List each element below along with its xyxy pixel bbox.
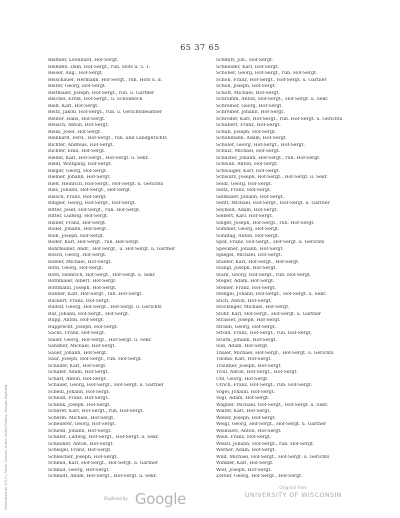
directory-entry: Weinzierl, Anton, Hof-Sergt. — [216, 428, 282, 434]
directory-entry: Schenk, Joseph, Hof-Sergt. — [48, 402, 111, 408]
directory-entry: Saur, Joseph, Hof-Sergt., ruh. Hof-Sergt. — [48, 357, 143, 362]
directory-entry: Scharf, Anton, Hof-Sergt. — [48, 376, 108, 382]
directory-entry: Rixner, Franz, Hof-Sergt. — [48, 220, 107, 226]
directory-entry: Sachs, Franz, Hof-Sergt. — [48, 331, 106, 336]
directory-entry: Schäfer, Adam, Hof-Sergt. — [48, 370, 109, 375]
directory-entry: Ruf, Johann, Hof-Sergt., Hof-Sergt. — [48, 311, 130, 317]
directory-entry: Zeitler, Georg, Hof-Sergt., Hof-Sergt. — [216, 474, 303, 479]
directory-entry: Stadler, Karl, Hof-Sergt., Hof-Sergt. — [216, 259, 300, 265]
directory-entry: Richter, Emil, Hof-Sergt. — [48, 149, 106, 154]
directory-entry: Walter, Karl, Hof-Sergt. — [216, 409, 271, 414]
side-watermark-note: Generated on 2013 | Public Domain in the United States, Google-digitized — [4, 384, 8, 510]
directory-entry: Riedel, Karl, Hof-Sergt., Hof-Sergt. u. Sekr. — [48, 155, 149, 161]
directory-entry: Scherer, Karl, Hof-Sergt., ruh. Hof-Sergt. — [48, 409, 144, 414]
directory-entry: Schreiner, Johann, Hof-Sergt. — [216, 110, 285, 115]
directory-entry: Reinhard, Ferd., Hof-Sergt., ruh. und Landgerichts — [48, 136, 167, 141]
directory-entry: Rückert, Franz, Hof-Sergt. — [48, 298, 111, 304]
directory-entry: Wagner, Michael, Hof-Sergt., Hof-Sergt. u. Sekr. — [216, 402, 329, 408]
directory-entry: Reischauer, Hermann, Hof-Sergt., ruh. Hofs u. d. — [48, 77, 163, 83]
directory-entry: Stengel, Johann, Hof-Sergt., Hof-Sergt. u. Sekr. — [216, 292, 327, 297]
directory-entry: Schreiber, Georg, Hof-Sergt. — [216, 103, 283, 109]
directory-entry: Speckner, Johann, Hof-Sergt. — [216, 246, 284, 252]
directory-entry: Sommer, Georg, Hof-Sergt. — [216, 227, 280, 232]
directory-entry: Schuhmann, Adam, Hof-Sergt. — [216, 136, 287, 141]
directory-entry: Rothmaier, Albert, Hof-Sergt. — [48, 279, 117, 284]
directory-entry: Wenzl, Johann, Hof-Sergt., ruh. Hof-Sergt. — [216, 441, 315, 447]
directory-entry: Reuß, Josef, Hof-Sergt. — [48, 129, 102, 135]
directory-entry: Sauer, Johann, Hof-Sergt. — [48, 350, 108, 356]
directory-entry: Weigl, Georg, Hof-Sergt., Hof-Sergt. u. Gartner — [216, 422, 326, 427]
directory-entry: Reißner, Leonhard, Hof-Sergt. — [48, 58, 119, 63]
directory-entry: Singer, Joseph, Hof-Sergt., ruh. Hof-Sergt. — [216, 220, 315, 226]
directory-entry: Schramm, Anton, Hof-Sergt., Hof-Sergt. u. Sekr. — [216, 97, 329, 102]
directory-entry: Schleicher, Joseph, Hof-Sergt. — [48, 454, 118, 460]
directory-entry: Schneider, Karl, Hof-Sergt. — [216, 64, 280, 70]
directory-entry: Süß, Adam, Hof-Sergt. — [216, 344, 269, 349]
directory-entry: Stockinger, Michael, Hof-Sergt. — [216, 305, 290, 310]
directory-entry: Stöhr, Karl, Hof-Sergt., Hof-Sergt. u. Gartner — [216, 311, 322, 317]
directory-entry: Schießl, Johann, Hof-Sergt. — [48, 428, 112, 434]
directory-entry: Reiser, Aug., Hof-Sergt. — [48, 71, 104, 76]
directory-entry: Seidl, Georg, Hof-Sergt. — [216, 181, 273, 187]
page-header: 65 37 65 — [180, 43, 220, 52]
directory-entry: Sandner, Michael, Hof-Sergt. — [48, 344, 116, 349]
left-column — [48, 58, 218, 481]
digitized-by-google — [104, 488, 186, 508]
directory-entry: Scheuerer, Georg, Hof-Sergt. — [48, 422, 116, 427]
directory-entry: Seitz, Franz, Hof-Sergt. — [216, 188, 272, 193]
directory-entry: Thaler, Michael, Hof-Sergt., Hof-Sergt. u. Gerichts — [216, 350, 334, 356]
directory-entry: Stangl, Joseph, Hof-Sergt. — [216, 266, 277, 271]
directory-entry: Riemer, Johann, Hof-Sergt. — [48, 175, 111, 180]
original-from-block — [245, 486, 342, 499]
directory-entry: Wolf, Joseph, Hof-Sergt. — [216, 467, 272, 473]
directory-entry: Schober, Georg, Hof-Sergt., ruh. Hof-Sergt. — [216, 71, 318, 76]
directory-entry: Rupp, Anton, Hof-Sergt. — [48, 318, 105, 323]
directory-entry: Schauer, Georg, Hof-Sergt., Hof-Sergt. u. Gartner — [48, 383, 164, 388]
directory-entry: Winkler, Karl, Hof-Sergt. — [216, 461, 274, 466]
directory-entry: Reitmaier, Joseph, Hof-Sergt., ruh. u. Gartner — [48, 90, 155, 96]
directory-entry: Sellmaier, Johann, Hof-Sergt. — [216, 194, 285, 200]
directory-entry: Reiß, Karl, Hof-Sergt. — [48, 103, 99, 109]
directory-entry: Strasser, Joseph, Hof-Sergt. — [216, 318, 281, 323]
directory-entry: Senft, Michael, Hof-Sergt., Hof-Sergt. u. Gartner — [216, 201, 330, 206]
directory-entry: Rödl, Joseph, Hof-Sergt. — [48, 233, 105, 239]
directory-entry: Schlegel, Franz, Hof-Sergt. — [48, 448, 112, 453]
directory-entry: Schubert, Franz, Hof-Sergt. — [216, 123, 281, 128]
directory-entry: Schiller, Ludwig, Hof-Sergt., Hof-Sergt. u. Sekr. — [48, 435, 160, 440]
directory-entry: Strobl, Franz, Hof-Sergt., ruh. Hof-Sergt. — [216, 331, 312, 336]
right-column — [216, 58, 386, 481]
directory-entry: Rohrmüller, Andr., Hof-Sergt., u. Hof-Sergt. u. Gartner — [48, 246, 176, 252]
directory-entry: Roth, Georg, Hof-Sergt. — [48, 266, 104, 271]
directory-entry: Röder, Karl, Hof-Sergt., ruh. Hof-Sergt. — [48, 240, 140, 245]
directory-entry: Rottmann, Joseph, Hof-Sergt. — [48, 285, 117, 291]
directory-entry: Schröder, Karl, Hof-Sergt., ruh. Hof-Sergt. u. Gerichts — [216, 116, 343, 122]
directory-entry: Spät, Franz, Hof-Sergt., Hof-Sergt. u. Gerichts — [216, 240, 325, 245]
directory-entry: Ulrich, Franz, Hof-Sergt., ruh. Hof-Sergt. — [216, 383, 313, 388]
directory-entry: Schindler, Anton, Hof-Sergt. — [48, 441, 114, 447]
directory-entry: Sailer, Georg, Hof-Sergt., Hof-Sergt. u. Sekr. — [48, 337, 152, 343]
directory-entry: Stich, Anton, Hof-Sergt. — [216, 298, 272, 304]
directory-entry: Schmid, Karl, Hof-Sergt., Hof-Sergt. u. Gartner — [48, 461, 159, 466]
directory-entry: Schuh, Joseph, Hof-Sergt. — [216, 129, 277, 135]
directory-entry: Schott, Michael, Hof-Sergt. — [216, 90, 280, 96]
directory-entry: Uhl, Georg, Hof-Sergt. — [216, 376, 269, 382]
directory-entry: Schulz, Michael, Hof-Sergt. — [216, 149, 281, 154]
directory-entry: Straub, Georg, Hof-Sergt. — [216, 324, 277, 330]
directory-entry: Ritter, Josef, Hof-Sergt., ruh. Hof-Sergt. — [48, 207, 141, 213]
directory-entry: Ries, Johann, Hof-Sergt., Hof-Sergt. — [48, 188, 132, 193]
directory-entry: Rudolf, Georg, Hof-Sergt., Hof-Sergt. u. Gerichts — [48, 305, 162, 310]
directory-entry: Reitz, Jakob, Hof-Sergt., ruh. u. Gerichtsbeamter — [48, 110, 163, 115]
directory-entry: Reusch, Anton, Hof-Sergt. — [48, 123, 109, 128]
directory-entry: Schuster, Johann, Hof-Sergt., ruh. Hof-Sergt. — [216, 155, 321, 161]
directory-entry: Vogl, Adam, Hof-Sergt. — [216, 396, 270, 401]
directory-entry: Scherm, Michael, Hof-Sergt. — [48, 415, 115, 421]
directory-entry: Reißdell, Dam, Hof-Sergt., ruh. Hofs u. 5. 1. — [48, 64, 151, 70]
directory-entry: Schöll, Franz, Hof-Sergt., Hof-Sergt. u. Gartner — [216, 77, 327, 83]
directory-entry: Vogel, Johann, Hof-Sergt. — [216, 389, 276, 395]
directory-entry: Reichel, Ernst, Hof-Sergt., u. Schönbeck — [48, 97, 143, 102]
directory-entry: Schön, Joseph, Hof-Sergt. — [216, 84, 276, 89]
directory-entry: Trautner, Joseph, Hof-Sergt. — [216, 363, 282, 369]
directory-entry: Riesch, Franz, Hof-Sergt. — [48, 194, 108, 200]
university-name: UNIVERSITY OF WISCONSIN — [244, 491, 342, 499]
directory-entry: Schwarz, Joseph, Hof-Sergt., Hof-Sergt. u. Sekr. — [216, 175, 328, 180]
directory-entry: Schwab, Anton, Hof-Sergt. — [216, 162, 279, 167]
directory-entry: Ritter, Ludwig, Hof-Sergt. — [48, 214, 109, 219]
directory-entry: Steiner, Franz, Hof-Sergt. — [216, 285, 277, 291]
directory-entry: Schaller, Karl, Hof-Sergt. — [48, 363, 107, 369]
directory-entry: Riedl, Wolfgang, Hof-Sergt. — [48, 162, 112, 167]
directory-entry: Spiegel, Michael, Hof-Sergt. — [216, 253, 283, 258]
directory-entry: Schmid, Georg, Hof-Sergt. — [48, 467, 110, 473]
directory-entry: Rieger, Georg, Hof-Sergt. — [48, 168, 108, 174]
directory-entry: Schmitt, Joh., Hof-Sergt. — [216, 58, 274, 63]
original-from-label: Original from — [279, 486, 308, 491]
directory-entry: Schuler, Georg, Hof-Sergt., Hof-Sergt. — [216, 142, 305, 148]
directory-entry: Werner, Adam, Hof-Sergt. — [216, 448, 276, 453]
directory-entry: Schwaiger, Karl, Hof-Sergt. — [216, 168, 281, 174]
directory-entry: Stark, Georg, Hof-Sergt., ruh. Hof-Sergt. — [216, 272, 312, 278]
directory-entry: Schmidt, Adam, Hof-Sergt., Hof-Sergt. u. Sekr. — [48, 474, 157, 479]
directory-entry: Siebert, Karl, Hof-Sergt. — [216, 214, 273, 219]
directory-entry: Ringler, Georg, Hof-Sergt., Hof-Sergt. — [48, 201, 137, 206]
directory-entry: Weber, Joseph, Hof-Sergt. — [216, 415, 277, 421]
directory-entry: Sonntag, Anton, Hof-Sergt. — [216, 233, 280, 239]
directory-entry: Seybold, Adam, Hof-Sergt. — [216, 207, 278, 213]
google-logo: Google — [134, 489, 187, 508]
directory-entry: Scheidl, Franz, Hof-Sergt. — [48, 396, 109, 401]
directory-entry: Rupprecht, Joseph, Hof-Sergt. — [48, 324, 119, 330]
directory-entry: Reiter, Georg, Hof-Sergt. — [48, 84, 107, 89]
directory-entry: Steger, Adam, Hof-Sergt. — [216, 279, 275, 284]
directory-entry: Weiß, Franz, Hof-Sergt. — [216, 435, 272, 440]
directory-entry: Rösch, Georg, Hof-Sergt. — [48, 253, 107, 258]
digitized-by-label: Digitized by — [104, 496, 128, 501]
directory-entry: Rieß, Heinrich, Hof-Sergt., Hof-Sergt. u. Gerichts — [48, 181, 164, 187]
directory-entry: Troll, Anton, Hof-Sergt., Hof-Sergt. — [216, 370, 298, 375]
directory-entry: Richter, Andreas, Hof-Sergt. — [48, 142, 114, 148]
directory-entry: Wild, Michael, Hof-Sergt., Hof-Sergt. u. Gerichts — [216, 454, 330, 460]
directory-entry: Roth, Heinrich, Hof-Sergt., Hof-Sergt. u. Sekr. — [48, 272, 156, 278]
directory-entry: Rubner, Karl, Hof-Sergt., ruh. Hof-Sergt. — [48, 292, 143, 297]
directory-entry: Rößler, Michael, Hof-Sergt. — [48, 259, 112, 265]
directory-entry: Thoma, Karl, Hof-Sergt. — [216, 357, 272, 362]
directory-entry: Reuter, Hans, Hof-Sergt. — [48, 116, 106, 122]
directory-entry: Sturm, Johann, Hof-Sergt. — [216, 337, 277, 343]
directory-entry: Schedl, Johann, Hof-Sergt. — [48, 389, 111, 395]
directory-entry: Rödel, Johann, Hof-Sergt. — [48, 227, 108, 232]
